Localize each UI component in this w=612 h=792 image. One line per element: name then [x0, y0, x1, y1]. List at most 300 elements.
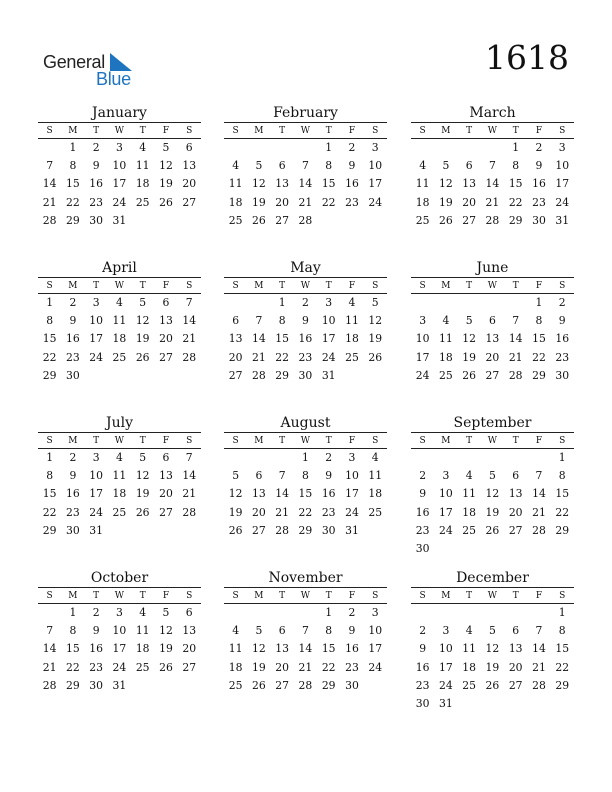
weekday-header-row	[38, 123, 201, 139]
month-name: July	[105, 415, 133, 431]
week-row	[411, 157, 574, 175]
weekday-label: S	[559, 281, 566, 291]
day-cell-empty	[340, 212, 363, 230]
day-cell: 10	[415, 332, 430, 346]
brand-word-blue: Blue	[96, 69, 131, 89]
day-cell: 26	[135, 350, 150, 364]
weekday-label: T	[279, 436, 286, 446]
weekday-label: W	[300, 591, 311, 601]
day-cell: 26	[485, 678, 500, 692]
day-cell-empty	[481, 540, 504, 558]
day-cell: 18	[112, 332, 127, 346]
day-cell: 3	[115, 141, 123, 154]
day-cell-empty	[411, 449, 434, 467]
month-name: August	[280, 415, 331, 431]
day-cell: 30	[555, 368, 570, 382]
week-row	[38, 449, 201, 467]
day-cell: 3	[371, 141, 379, 154]
day-cell: 13	[182, 159, 197, 173]
day-cell: 15	[66, 642, 80, 656]
day-cell-empty	[224, 604, 247, 622]
day-cell: 30	[89, 213, 104, 227]
day-cell-empty	[131, 522, 154, 540]
day-cell: 19	[135, 487, 150, 501]
week-row	[411, 294, 574, 312]
day-cell: 4	[348, 296, 356, 309]
day-cell: 17	[439, 660, 453, 674]
day-cell-empty	[458, 540, 481, 558]
year-title: 1618	[485, 38, 569, 77]
weekday-label: M	[254, 126, 264, 136]
week-row	[411, 175, 574, 193]
weekday-label: F	[348, 591, 356, 601]
day-cell: 11	[462, 642, 477, 656]
day-cell: 6	[278, 624, 286, 638]
day-cell: 11	[368, 469, 383, 483]
day-cell-empty	[434, 604, 457, 622]
day-cell: 8	[535, 314, 543, 328]
day-cell: 26	[439, 213, 453, 227]
day-cell: 13	[508, 642, 523, 656]
day-cell-empty	[224, 139, 247, 157]
day-cell: 9	[348, 624, 356, 638]
day-cell: 9	[301, 314, 309, 328]
day-cell: 18	[228, 660, 243, 674]
day-cell: 17	[321, 332, 336, 346]
day-cell: 1	[46, 296, 54, 309]
week-row	[411, 504, 574, 522]
week-row	[224, 312, 387, 330]
day-cell: 5	[162, 141, 170, 154]
day-cell: 25	[228, 678, 243, 692]
weekday-label: T	[93, 281, 100, 291]
day-cell: 24	[439, 523, 453, 537]
day-cell: 1	[325, 141, 333, 154]
day-cell: 15	[321, 642, 336, 656]
weekday-label: F	[535, 126, 543, 136]
day-cell: 5	[139, 296, 147, 309]
day-cell: 21	[182, 487, 197, 501]
weekday-label: F	[162, 126, 170, 136]
day-cell: 23	[345, 660, 359, 674]
day-cell: 31	[89, 523, 104, 537]
day-cell-empty	[271, 604, 294, 622]
week-row	[224, 175, 387, 193]
day-cell: 5	[371, 296, 379, 309]
day-cell: 16	[89, 177, 104, 191]
day-cell: 19	[159, 642, 173, 656]
day-cell: 4	[232, 624, 240, 638]
day-cell: 24	[89, 505, 104, 519]
day-cell: 30	[532, 213, 546, 227]
day-cell: 21	[42, 195, 57, 209]
day-cell: 12	[485, 642, 500, 656]
weekday-header-row	[411, 278, 574, 294]
weekday-label: S	[46, 126, 53, 136]
day-cell: 27	[159, 350, 173, 364]
day-cell: 22	[42, 350, 57, 364]
day-cell: 2	[348, 141, 356, 154]
week-row	[38, 504, 201, 522]
day-cell-empty	[154, 522, 177, 540]
day-cell: 29	[66, 678, 80, 692]
week-row	[411, 467, 574, 485]
weekday-label: W	[300, 126, 311, 136]
day-cell: 15	[321, 177, 336, 191]
month-name: October	[90, 570, 149, 586]
day-cell: 28	[485, 213, 500, 227]
day-cell-empty	[154, 677, 177, 695]
day-cell: 27	[252, 523, 266, 537]
weekday-label: M	[68, 591, 78, 601]
weekday-label: S	[372, 436, 379, 446]
weekday-label: W	[114, 126, 125, 136]
day-cell-empty	[458, 139, 481, 157]
day-cell: 18	[439, 350, 453, 364]
day-cell: 15	[532, 332, 546, 346]
day-cell: 21	[182, 332, 197, 346]
weekday-label: S	[419, 436, 426, 446]
day-cell: 7	[301, 159, 309, 173]
day-cell: 9	[69, 314, 77, 328]
day-cell: 19	[368, 332, 383, 346]
day-cell-empty	[154, 212, 177, 230]
day-cell-empty	[434, 449, 457, 467]
day-cell: 12	[439, 177, 453, 191]
day-cell-empty	[178, 367, 201, 385]
day-cell: 14	[485, 177, 500, 191]
day-cell-empty	[481, 604, 504, 622]
weekday-label: T	[325, 591, 332, 601]
month-name: January	[92, 105, 147, 121]
weekday-label: S	[186, 126, 193, 136]
day-cell: 1	[69, 141, 77, 154]
day-cell: 16	[89, 642, 104, 656]
day-cell: 8	[512, 159, 520, 173]
day-cell: 22	[321, 660, 336, 674]
day-cell: 3	[371, 606, 379, 619]
day-cell: 28	[298, 678, 313, 692]
day-cell: 27	[182, 660, 197, 674]
day-cell: 26	[159, 660, 173, 674]
day-cell: 28	[252, 368, 266, 382]
day-cell: 26	[252, 678, 266, 692]
day-cell: 16	[66, 487, 80, 501]
day-cell: 1	[301, 451, 309, 464]
weekday-label: W	[114, 281, 125, 291]
day-cell-empty	[364, 367, 387, 385]
day-cell-empty	[434, 294, 457, 312]
day-cell: 22	[555, 660, 570, 674]
day-cell: 19	[159, 177, 173, 191]
weekday-header-row	[38, 278, 201, 294]
week-row	[38, 349, 201, 367]
day-cell: 23	[298, 350, 313, 364]
day-cell: 6	[162, 451, 170, 464]
day-cell: 26	[368, 350, 383, 364]
day-cell: 7	[535, 469, 543, 483]
weekday-header-row	[224, 433, 387, 449]
week-row	[38, 294, 201, 312]
week-row	[38, 604, 201, 622]
weekday-label: T	[466, 436, 473, 446]
day-cell: 17	[89, 332, 104, 346]
day-cell: 7	[185, 296, 193, 309]
weekday-label: F	[162, 591, 170, 601]
day-cell: 21	[532, 505, 546, 519]
weekday-label: S	[372, 591, 379, 601]
day-cell: 21	[275, 505, 290, 519]
day-cell: 27	[159, 505, 173, 519]
day-cell-empty	[527, 604, 550, 622]
day-cell: 25	[462, 678, 477, 692]
week-row	[224, 467, 387, 485]
month-july	[38, 415, 201, 540]
weekday-label: S	[232, 281, 239, 291]
week-row	[411, 695, 574, 713]
day-cell: 19	[228, 505, 243, 519]
day-cell-empty	[224, 449, 247, 467]
weekday-label: S	[559, 436, 566, 446]
day-cell: 2	[325, 451, 333, 464]
day-cell: 22	[66, 195, 80, 209]
week-row	[411, 522, 574, 540]
day-cell: 16	[321, 487, 336, 501]
day-cell: 20	[182, 177, 197, 191]
day-cell-empty	[317, 212, 340, 230]
day-cell: 6	[278, 159, 286, 173]
day-cell: 12	[159, 624, 173, 638]
day-cell: 17	[555, 177, 570, 191]
day-cell: 5	[255, 624, 263, 638]
weekday-label: S	[372, 281, 379, 291]
day-cell: 11	[112, 314, 127, 328]
week-row	[224, 294, 387, 312]
day-cell: 25	[228, 213, 243, 227]
day-cell: 14	[298, 642, 313, 656]
day-cell: 14	[42, 177, 57, 191]
weekday-label: M	[254, 436, 264, 446]
weekday-label: M	[68, 436, 78, 446]
day-cell: 4	[465, 469, 473, 483]
day-cell: 27	[508, 678, 523, 692]
day-cell: 25	[135, 195, 150, 209]
day-cell: 31	[112, 678, 127, 692]
brand-logo	[43, 50, 143, 90]
day-cell: 31	[439, 696, 453, 710]
day-cell: 13	[159, 314, 173, 328]
day-cell: 18	[135, 642, 150, 656]
day-cell: 8	[558, 469, 566, 483]
day-cell: 25	[368, 505, 383, 519]
day-cell: 14	[298, 177, 313, 191]
brand-word-general: General	[43, 52, 105, 72]
day-cell: 12	[159, 159, 173, 173]
day-cell: 29	[532, 368, 546, 382]
weekday-label: F	[348, 126, 356, 136]
day-cell: 8	[46, 469, 54, 483]
day-cell: 16	[345, 642, 359, 656]
day-cell: 11	[345, 314, 359, 328]
day-cell-empty	[527, 695, 550, 713]
day-cell: 8	[69, 159, 77, 173]
day-cell-empty	[434, 540, 457, 558]
weekday-header-row	[411, 433, 574, 449]
day-cell: 1	[325, 606, 333, 619]
day-cell: 22	[321, 195, 336, 209]
day-cell: 9	[325, 469, 333, 483]
week-row	[411, 194, 574, 212]
day-cell: 18	[368, 487, 383, 501]
day-cell-empty	[527, 449, 550, 467]
day-cell: 13	[252, 487, 266, 501]
week-row	[38, 522, 201, 540]
week-row	[38, 622, 201, 640]
day-cell: 24	[555, 195, 570, 209]
week-row	[38, 312, 201, 330]
day-cell: 14	[42, 642, 57, 656]
day-cell: 7	[185, 451, 193, 464]
day-cell: 13	[182, 624, 197, 638]
day-cell: 17	[89, 487, 104, 501]
day-cell: 29	[42, 523, 57, 537]
day-cell-empty	[271, 449, 294, 467]
day-cell: 5	[255, 159, 263, 173]
day-cell-empty	[108, 367, 131, 385]
day-cell: 28	[532, 678, 546, 692]
weekday-label: F	[348, 436, 356, 446]
day-cell: 3	[92, 451, 100, 464]
day-cell: 6	[255, 469, 263, 483]
day-cell: 20	[275, 660, 290, 674]
week-row	[224, 640, 387, 658]
day-cell: 28	[508, 368, 523, 382]
day-cell: 24	[345, 505, 359, 519]
day-cell: 5	[232, 469, 240, 483]
day-cell-empty	[38, 604, 61, 622]
day-cell: 22	[508, 195, 523, 209]
day-cell-empty	[340, 367, 363, 385]
day-cell: 30	[415, 696, 430, 710]
day-cell-empty	[481, 695, 504, 713]
day-cell-empty	[247, 449, 270, 467]
day-cell: 27	[228, 368, 243, 382]
day-cell: 22	[532, 350, 546, 364]
day-cell: 23	[66, 350, 80, 364]
weekday-label: W	[487, 281, 498, 291]
day-cell: 25	[415, 213, 430, 227]
day-cell: 3	[442, 624, 450, 638]
day-cell: 11	[439, 332, 453, 346]
day-cell: 9	[69, 469, 77, 483]
day-cell: 4	[419, 159, 427, 173]
weekday-label: S	[559, 126, 566, 136]
day-cell: 23	[345, 195, 359, 209]
day-cell: 27	[182, 195, 197, 209]
day-cell: 20	[159, 332, 173, 346]
weekday-label: F	[162, 436, 170, 446]
day-cell: 16	[345, 177, 359, 191]
day-cell: 28	[275, 523, 290, 537]
weekday-label: S	[232, 591, 239, 601]
day-cell: 10	[439, 642, 453, 656]
day-cell: 18	[462, 660, 477, 674]
day-cell: 23	[415, 523, 430, 537]
month-name: November	[268, 570, 343, 586]
day-cell: 13	[159, 469, 173, 483]
day-cell: 5	[139, 451, 147, 464]
weekday-label: M	[441, 591, 451, 601]
weekday-label: T	[466, 126, 473, 136]
month-november	[224, 570, 387, 695]
day-cell-empty	[481, 449, 504, 467]
day-cell: 21	[508, 350, 523, 364]
day-cell: 5	[465, 314, 473, 328]
day-cell: 29	[42, 368, 57, 382]
day-cell-empty	[294, 604, 317, 622]
week-row	[224, 349, 387, 367]
day-cell: 5	[488, 469, 496, 483]
day-cell: 19	[485, 660, 500, 674]
day-cell: 23	[89, 660, 104, 674]
day-cell: 2	[69, 451, 77, 464]
weekday-label: T	[93, 436, 100, 446]
day-cell: 4	[465, 624, 473, 638]
day-cell: 4	[115, 296, 123, 309]
day-cell: 21	[42, 660, 57, 674]
day-cell: 10	[439, 487, 453, 501]
day-cell: 7	[46, 159, 54, 173]
day-cell: 11	[135, 624, 150, 638]
weekday-label: T	[93, 126, 100, 136]
day-cell: 3	[442, 469, 450, 483]
weekday-label: T	[139, 436, 146, 446]
month-may	[224, 260, 387, 385]
day-cell: 7	[512, 314, 520, 328]
day-cell: 9	[558, 314, 566, 328]
day-cell: 11	[112, 469, 127, 483]
day-cell: 15	[66, 177, 80, 191]
day-cell: 24	[112, 660, 127, 674]
weekday-label: S	[372, 126, 379, 136]
day-cell: 8	[301, 469, 309, 483]
day-cell: 2	[535, 141, 543, 154]
weekday-label: S	[46, 591, 53, 601]
day-cell: 11	[415, 177, 430, 191]
day-cell: 26	[252, 213, 266, 227]
week-row	[224, 330, 387, 348]
day-cell: 15	[555, 642, 570, 656]
day-cell: 6	[465, 159, 473, 173]
day-cell: 17	[415, 350, 430, 364]
day-cell: 2	[558, 296, 566, 309]
weekday-label: T	[466, 591, 473, 601]
day-cell: 17	[368, 177, 383, 191]
day-cell: 5	[162, 606, 170, 619]
weekday-label: M	[441, 126, 451, 136]
weekday-label: T	[512, 126, 519, 136]
day-cell: 2	[419, 624, 427, 638]
weekday-label: W	[487, 436, 498, 446]
day-cell: 2	[419, 469, 427, 483]
weekday-label: M	[68, 126, 78, 136]
day-cell: 30	[66, 368, 80, 382]
day-cell: 8	[46, 314, 54, 328]
day-cell-empty	[504, 294, 527, 312]
week-row	[224, 604, 387, 622]
day-cell: 18	[415, 195, 430, 209]
day-cell: 10	[321, 314, 336, 328]
